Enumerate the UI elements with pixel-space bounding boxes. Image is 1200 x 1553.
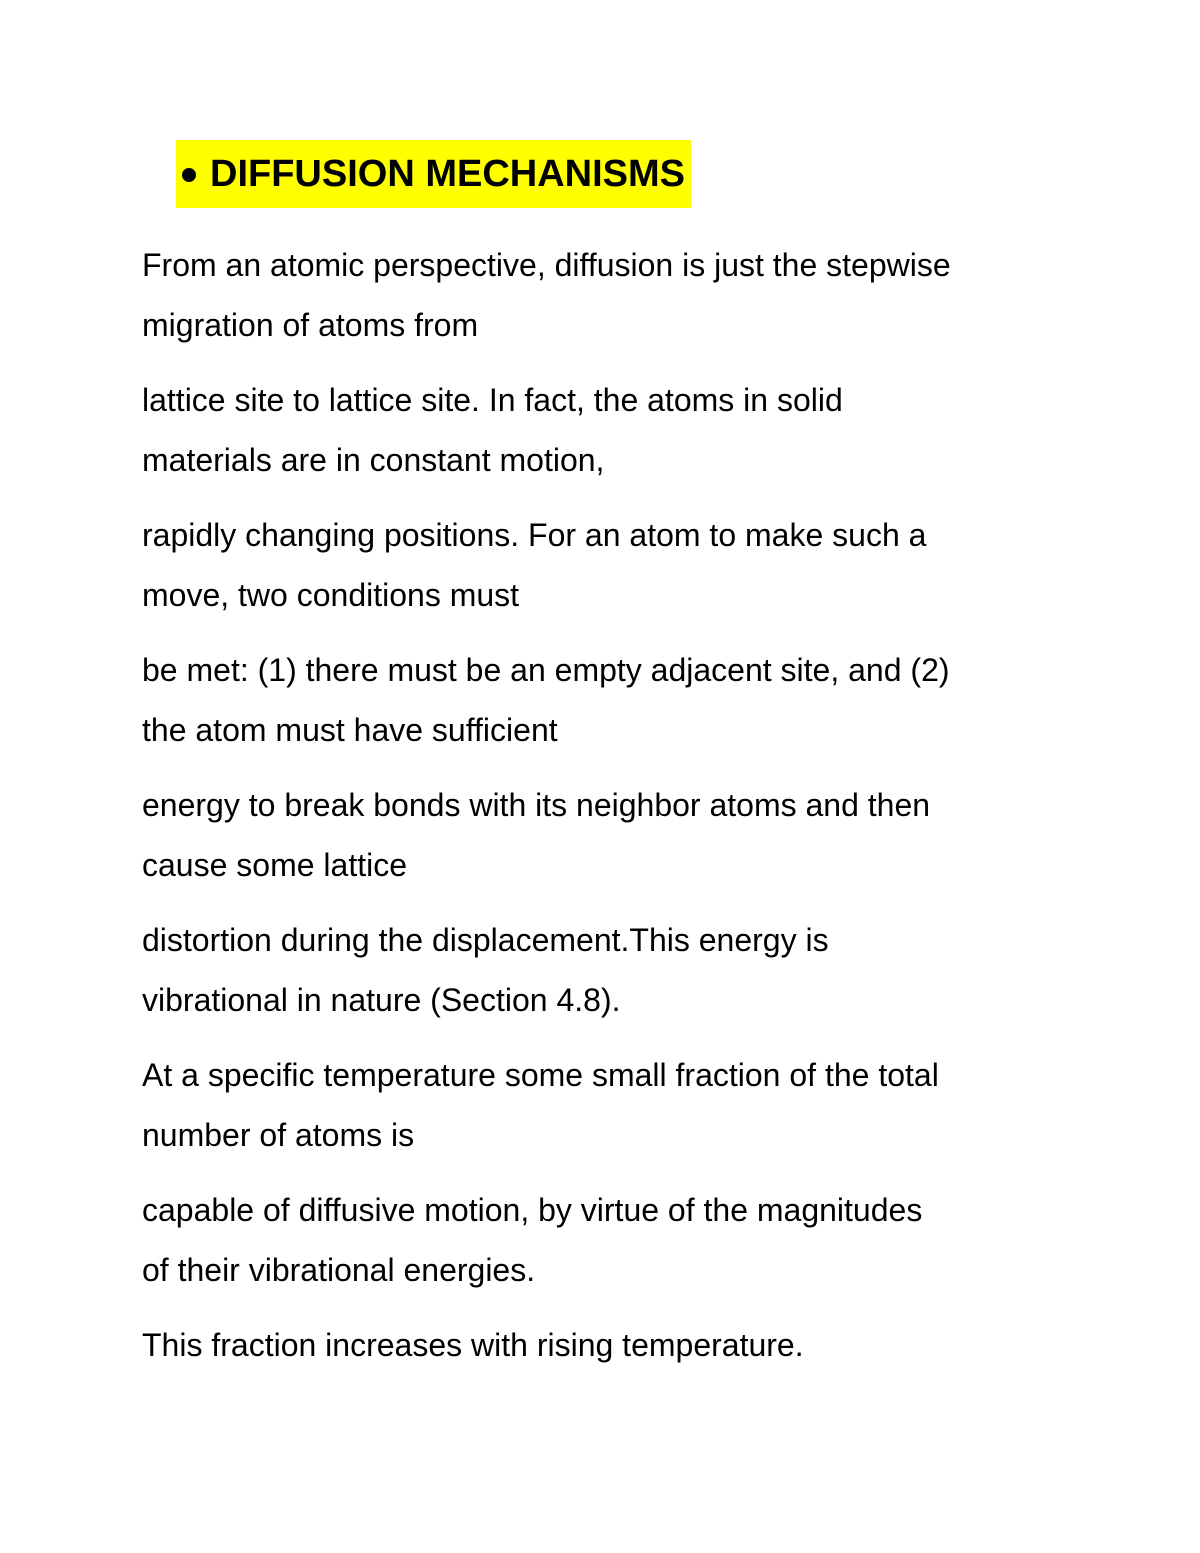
bullet-dot-icon [182,168,196,182]
paragraph-line: vibrational in nature (Section 4.8). [142,982,621,1018]
paragraph-line: number of atoms is [142,1117,415,1153]
paragraph-line: be met: (1) there must be an empty adjacent site, and (2) [142,652,950,688]
paragraph-line: lattice site to lattice site. In fact, the atoms in solid [142,382,843,418]
paragraph [142,1045,1102,1165]
paragraph-line: move, two conditions must [142,577,520,613]
paragraph [142,1315,1102,1375]
paragraph-line: rapidly changing positions. For an atom to make such a [142,517,927,553]
paragraph-line: This fraction increases with rising temperature. [142,1327,804,1363]
body-text [142,235,1102,1390]
paragraph [142,235,1102,355]
paragraph-line: At a specific temperature some small fraction of the total [142,1057,939,1093]
paragraph [142,910,1102,1030]
paragraph [142,775,1102,895]
paragraph-line: energy to break bonds with its neighbor atoms and then [142,787,931,823]
paragraph-line: distortion during the displacement.This energy is [142,922,829,958]
paragraph-line: of their vibrational energies. [142,1252,536,1288]
paragraph-line: materials are in constant motion, [142,442,605,478]
paragraph [142,640,1102,760]
paragraph-line: capable of diffusive motion, by virtue of the magnitudes [142,1192,923,1228]
paragraph-line: cause some lattice [142,847,408,883]
paragraph [142,505,1102,625]
paragraph-line: migration of atoms from [142,307,479,343]
paragraph-line: the atom must have sufficient [142,712,558,748]
heading-title: DIFFUSION MECHANISMS [210,152,685,195]
paragraph-line: From an atomic perspective, diffusion is just the stepwise [142,247,951,283]
section-heading [176,140,691,208]
paragraph [142,1180,1102,1300]
paragraph [142,370,1102,490]
